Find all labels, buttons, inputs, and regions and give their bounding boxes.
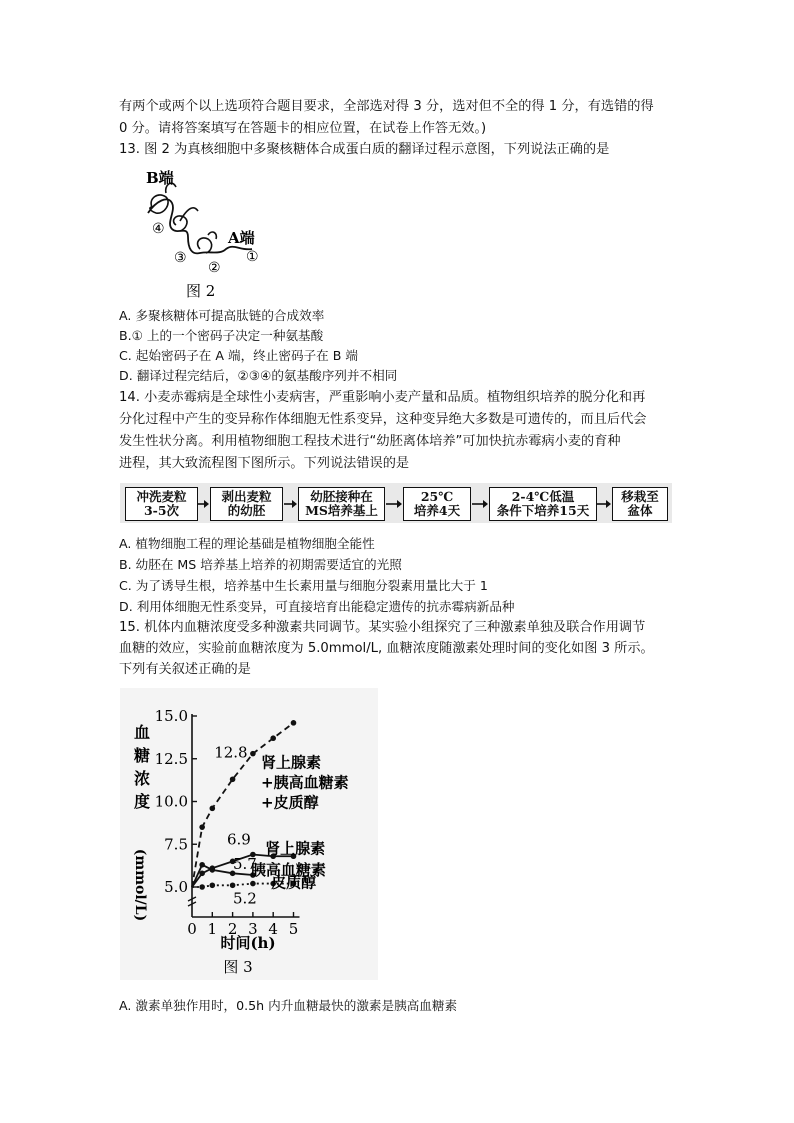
label-4: ④	[152, 221, 165, 237]
combined-series-point	[210, 806, 216, 812]
figure-2-caption: 图 2	[186, 282, 216, 300]
instruction-line-2: 0 分。请将答案填写在答题卡的相应位置，在试卷上作答无效。)	[119, 121, 487, 136]
glucagon-series-point	[210, 867, 216, 873]
x-axis-label: 时间(h)	[220, 934, 276, 952]
y-tick-label: 10.0	[154, 792, 188, 811]
flow-arrow-icon	[198, 497, 210, 511]
q15-stem-line-2: 血糖的效应，实验前血糖浓度为 5.0mmol/L, 血糖浓度随激素处理时间的变化如图 3 所示。	[119, 641, 654, 656]
combined-series-label: +皮质醇	[261, 793, 319, 812]
q14-option-a: A. 植物细胞工程的理论基础是植物细胞全能性	[119, 536, 375, 551]
a-end-label: A端	[228, 229, 255, 247]
y-tick-label: 7.5	[164, 835, 188, 854]
combined-series-label: +胰高血糖素	[261, 773, 349, 792]
data-label: 5.7	[232, 855, 257, 874]
x-tick-label: 4	[268, 920, 278, 938]
q14-option-c: C. 为了诱导生根，培养基中生长素用量与细胞分裂素用量比大于 1	[119, 578, 488, 593]
y-axis-label	[132, 723, 150, 921]
epinephrine-series-label: 肾上腺素	[265, 839, 326, 858]
flow-step-5: 2-4℃低温 条件下培养15天	[489, 487, 597, 521]
x-tick-label: 0	[187, 920, 197, 938]
epinephrine-series-point	[199, 871, 205, 877]
cortisol-series-point	[210, 882, 216, 888]
ribosome-4	[150, 195, 168, 213]
q14-option-d: D. 利用体细胞无性系变异，可直接培育出能稳定遗传的抗赤霉病新品种	[119, 599, 515, 614]
q14-stem-line-4: 进程，其大致流程图下图所示。下列说法错误的是	[119, 456, 410, 471]
label-2: ②	[208, 260, 221, 276]
instruction-line-1: 有两个或两个以上选项符合题目要求，全部选对得 3 分，选对但不全的得 1 分，有选错的得	[119, 99, 654, 114]
cortisol-series-point	[250, 881, 256, 887]
y-tick-label: 15.0	[154, 707, 188, 725]
label-1: ①	[246, 249, 259, 265]
y-tick-label: 5.0	[164, 878, 188, 896]
flow-arrow-icon	[386, 497, 403, 511]
flow-arrow-icon	[472, 497, 489, 511]
y-label-unit: (mmol/L)	[132, 848, 148, 922]
x-tick-label: 3	[248, 920, 258, 938]
q13-stem: 13. 图 2 为真核细胞中多聚核糖体合成蛋白质的翻译过程示意图，下列说法正确的是	[119, 142, 610, 157]
data-label: 12.8	[214, 743, 248, 762]
flow-step-1: 冲洗麦粒 3-5次	[125, 487, 198, 521]
x-tick-label: 2	[227, 920, 238, 938]
cortisol-series-point	[199, 884, 205, 890]
y-label-char: 度	[133, 792, 151, 811]
q13-option-a: A. 多聚核糖体可提高肽链的合成效率	[119, 308, 325, 323]
combined-series-label: 肾上腺素	[261, 753, 322, 772]
flow-step-3: 幼胚接种在 MS培养基上	[298, 487, 385, 521]
combined-series-point	[199, 824, 205, 830]
label-3: ③	[174, 250, 187, 266]
x-tick-label: 1	[207, 920, 218, 938]
q14-stem-line-3: 发生性状分离。利用植物细胞工程技术进行“幼胚离体培养”可加快抗赤霉病小麦的育种	[119, 434, 621, 449]
flow-arrow-icon	[284, 497, 298, 511]
y-label-char: 糖	[133, 746, 151, 765]
y-label-char: 血	[133, 723, 151, 742]
ribosome-3	[174, 216, 187, 231]
x-tick-label: 5	[288, 920, 299, 938]
q15-stem-line-3: 下列有关叙述正确的是	[119, 662, 251, 677]
b-end-label: B端	[146, 169, 174, 187]
q13-option-b: B.① 上的一个密码子决定一种氨基酸	[119, 328, 324, 343]
q15-option-a: A. 激素单独作用时，0.5h 内升血糖最快的激素是胰高血糖素	[119, 998, 458, 1013]
data-label: 5.2	[232, 889, 257, 908]
combined-series-point	[270, 735, 276, 741]
glucagon-series-point	[199, 862, 205, 868]
combined-series-point	[230, 776, 236, 782]
y-tick-label: 12.5	[154, 749, 188, 768]
flow-arrow-icon	[597, 497, 612, 511]
figure-3-caption: 图 3	[223, 958, 253, 976]
q14-option-b: B. 幼胚在 MS 培养基上培养的初期需要适宜的光照	[119, 557, 402, 572]
combined-series-point	[291, 720, 297, 726]
cortisol-series-point	[230, 882, 236, 888]
flow-step-2: 剥出麦粒 的幼胚	[210, 487, 283, 521]
peptide-chain-2	[208, 232, 216, 239]
q13-option-c: C. 起始密码子在 A 端，终止密码子在 B 端	[119, 348, 358, 363]
ribosome-2	[198, 238, 212, 253]
q15-stem-line-1: 15. 机体内血糖浓度受多种激素共同调节。某实验小组探究了三种激素单独及联合作用调节	[119, 620, 646, 635]
y-label-char: 浓	[133, 769, 151, 788]
flow-step-4: 25℃ 培养4天	[403, 487, 471, 521]
data-label: 6.9	[226, 830, 251, 849]
q13-option-d: D. 翻译过程完结后，②③④的氨基酸序列并不相同	[119, 368, 398, 383]
q14-stem-line-2: 分化过程中产生的变异称作体细胞无性系变异，这种变异绝大多数是可遗传的，而且后代会	[119, 412, 647, 427]
flow-step-6: 移栽至 盆体	[612, 487, 668, 521]
glucagon-series-label: 胰高血糖素	[250, 860, 326, 879]
combined-series-point	[250, 751, 256, 757]
q14-stem-line-1: 14. 小麦赤霉病是全球性小麦病害，严重影响小麦产量和品质。植物组织培养的脱分化和再	[119, 390, 646, 405]
cortisol-series-label: 皮质醇	[271, 873, 317, 892]
peptide-chain-3	[180, 208, 198, 221]
figure-3-chart	[120, 688, 378, 980]
q13-figure	[128, 163, 270, 305]
